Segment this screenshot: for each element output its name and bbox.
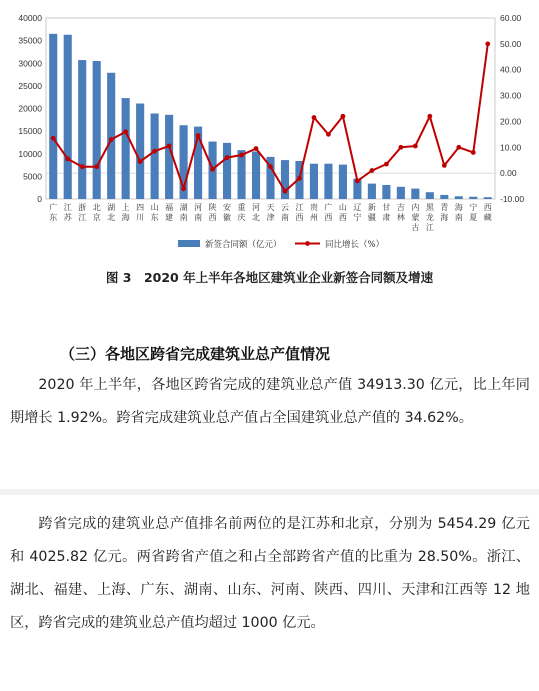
category-label: 黑龙江	[425, 203, 434, 232]
category-label: 北京	[92, 203, 101, 222]
right-axis-tick-label: 30.00	[500, 90, 522, 101]
growth-point	[283, 189, 288, 194]
category-label: 安徽	[223, 203, 232, 222]
bar	[469, 197, 477, 199]
left-axis-tick-label: 10000	[18, 148, 42, 159]
category-label: 西藏	[483, 203, 492, 222]
category-label: 内蒙古	[411, 203, 420, 232]
category-label: 河南	[194, 203, 203, 222]
category-label: 河北	[252, 203, 261, 222]
left-axis-tick-label: 5000	[23, 171, 42, 182]
growth-point	[123, 129, 128, 134]
bar	[484, 197, 492, 199]
category-label: 上海	[121, 203, 130, 222]
growth-point	[326, 132, 331, 137]
bar	[397, 187, 405, 199]
bar	[237, 150, 245, 199]
growth-point	[268, 164, 273, 169]
category-label: 湖南	[179, 203, 188, 222]
category-label: 青海	[440, 203, 449, 222]
bar	[93, 61, 101, 199]
growth-point	[239, 153, 244, 158]
growth-point	[341, 114, 346, 119]
category-label: 福建	[165, 203, 174, 222]
growth-point	[138, 159, 143, 164]
bar	[223, 143, 231, 199]
section-title: （三）各地区跨省完成建筑业总产值情况	[60, 345, 331, 363]
category-label: 重庆	[237, 203, 246, 222]
growth-point	[398, 145, 403, 150]
category-label: 山东	[150, 203, 159, 222]
growth-point	[65, 157, 70, 162]
bar	[252, 151, 260, 199]
left-axis-tick-label: 15000	[18, 126, 42, 137]
left-axis-tick-label: 25000	[18, 80, 42, 91]
growth-point	[384, 162, 389, 167]
right-axis-tick-label: 0.00	[500, 168, 517, 179]
category-label: 甘肃	[382, 203, 391, 222]
category-label: 四川	[136, 203, 145, 222]
category-label: 陕西	[208, 203, 217, 222]
growth-point	[312, 115, 317, 120]
bar	[122, 98, 130, 199]
category-label: 湖北	[107, 203, 116, 222]
category-label: 吉林	[396, 203, 405, 222]
right-axis-tick-label: 50.00	[500, 38, 522, 49]
paragraph-1: 2020 年上半年，各地区跨省完成的建筑业总产值 34913.30 亿元，比上年同期增长 1.92%。跨省完成建筑业总产值占全国建筑业总产值的 34.62%。	[10, 377, 530, 426]
category-label: 新疆	[367, 203, 376, 222]
bar	[64, 35, 72, 199]
bar	[382, 185, 390, 199]
growth-point	[94, 164, 99, 169]
left-axis-tick-label: 0	[37, 194, 42, 204]
category-label: 江苏	[63, 203, 72, 222]
left-axis-tick-label: 20000	[18, 103, 42, 114]
category-label: 江西	[295, 203, 304, 222]
bar	[136, 104, 144, 199]
paragraph-2: 跨省完成的建筑业总产值排名前两位的是江苏和北京，分别为 5454.29 亿元和 4025.82 亿元。两省跨省产值之和占全部跨省产值的比重为 28.50%。浙江、湖北、福建、上海、广东、湖南、山东、河南、陕西、四川、天津和江西等 12 地区，跨省完成的建筑业总产值均超过 1000 亿元。	[10, 516, 530, 631]
right-axis-tick-label: 10.00	[500, 142, 522, 153]
legend-bar-swatch	[178, 240, 200, 247]
growth-point	[51, 136, 56, 141]
figure-caption: 图 3 2020 年上半年各地区建筑业企业新签合同额及增速	[105, 270, 434, 285]
growth-point	[297, 176, 302, 181]
category-label: 贵州	[309, 203, 318, 222]
bar	[339, 165, 347, 199]
legend-bar-label: 新签合同额（亿元）	[205, 240, 282, 250]
growth-point	[210, 167, 215, 172]
bar	[78, 60, 86, 199]
bar	[310, 164, 318, 199]
category-label: 云南	[280, 203, 289, 222]
contract-growth-chart	[0, 0, 539, 262]
bar	[151, 113, 159, 199]
page-divider	[0, 489, 539, 495]
category-label: 宁夏	[469, 203, 478, 222]
bar	[440, 195, 448, 199]
bar	[368, 184, 376, 199]
growth-point	[355, 179, 360, 184]
growth-point	[196, 133, 201, 138]
category-label: 辽宁	[353, 203, 362, 222]
growth-point	[225, 155, 230, 160]
bar	[411, 189, 419, 199]
category-label: 广西	[324, 203, 333, 222]
growth-point	[254, 146, 259, 151]
growth-point	[427, 114, 432, 119]
right-axis-tick-label: 20.00	[500, 116, 522, 127]
left-axis-tick-label: 40000	[18, 13, 42, 23]
growth-point	[80, 164, 85, 169]
legend-line-label: 同比增长（%）	[325, 240, 385, 250]
growth-point	[485, 41, 490, 46]
right-axis-tick-label: -10.00	[500, 194, 525, 204]
growth-point	[369, 168, 374, 173]
category-label: 海南	[454, 203, 463, 222]
category-label: 浙江	[78, 203, 87, 222]
left-axis-tick-label: 30000	[18, 58, 42, 69]
growth-point	[442, 163, 447, 168]
growth-point	[109, 137, 114, 142]
bar	[426, 192, 434, 199]
growth-point	[152, 149, 157, 154]
bar	[107, 73, 115, 199]
category-label: 天津	[266, 203, 275, 222]
bar	[324, 164, 332, 199]
bar	[49, 34, 57, 199]
bar	[455, 196, 463, 199]
right-axis-tick-label: 40.00	[500, 64, 522, 75]
growth-point	[456, 145, 461, 150]
right-axis-tick-label: 60.00	[500, 13, 522, 23]
category-label: 广东	[49, 203, 58, 222]
growth-point	[413, 144, 418, 149]
growth-point	[181, 186, 186, 191]
legend-line-marker	[305, 241, 310, 246]
left-axis-tick-label: 35000	[18, 35, 42, 46]
growth-point	[471, 150, 476, 155]
growth-point	[167, 144, 172, 149]
category-label: 山西	[338, 203, 347, 222]
